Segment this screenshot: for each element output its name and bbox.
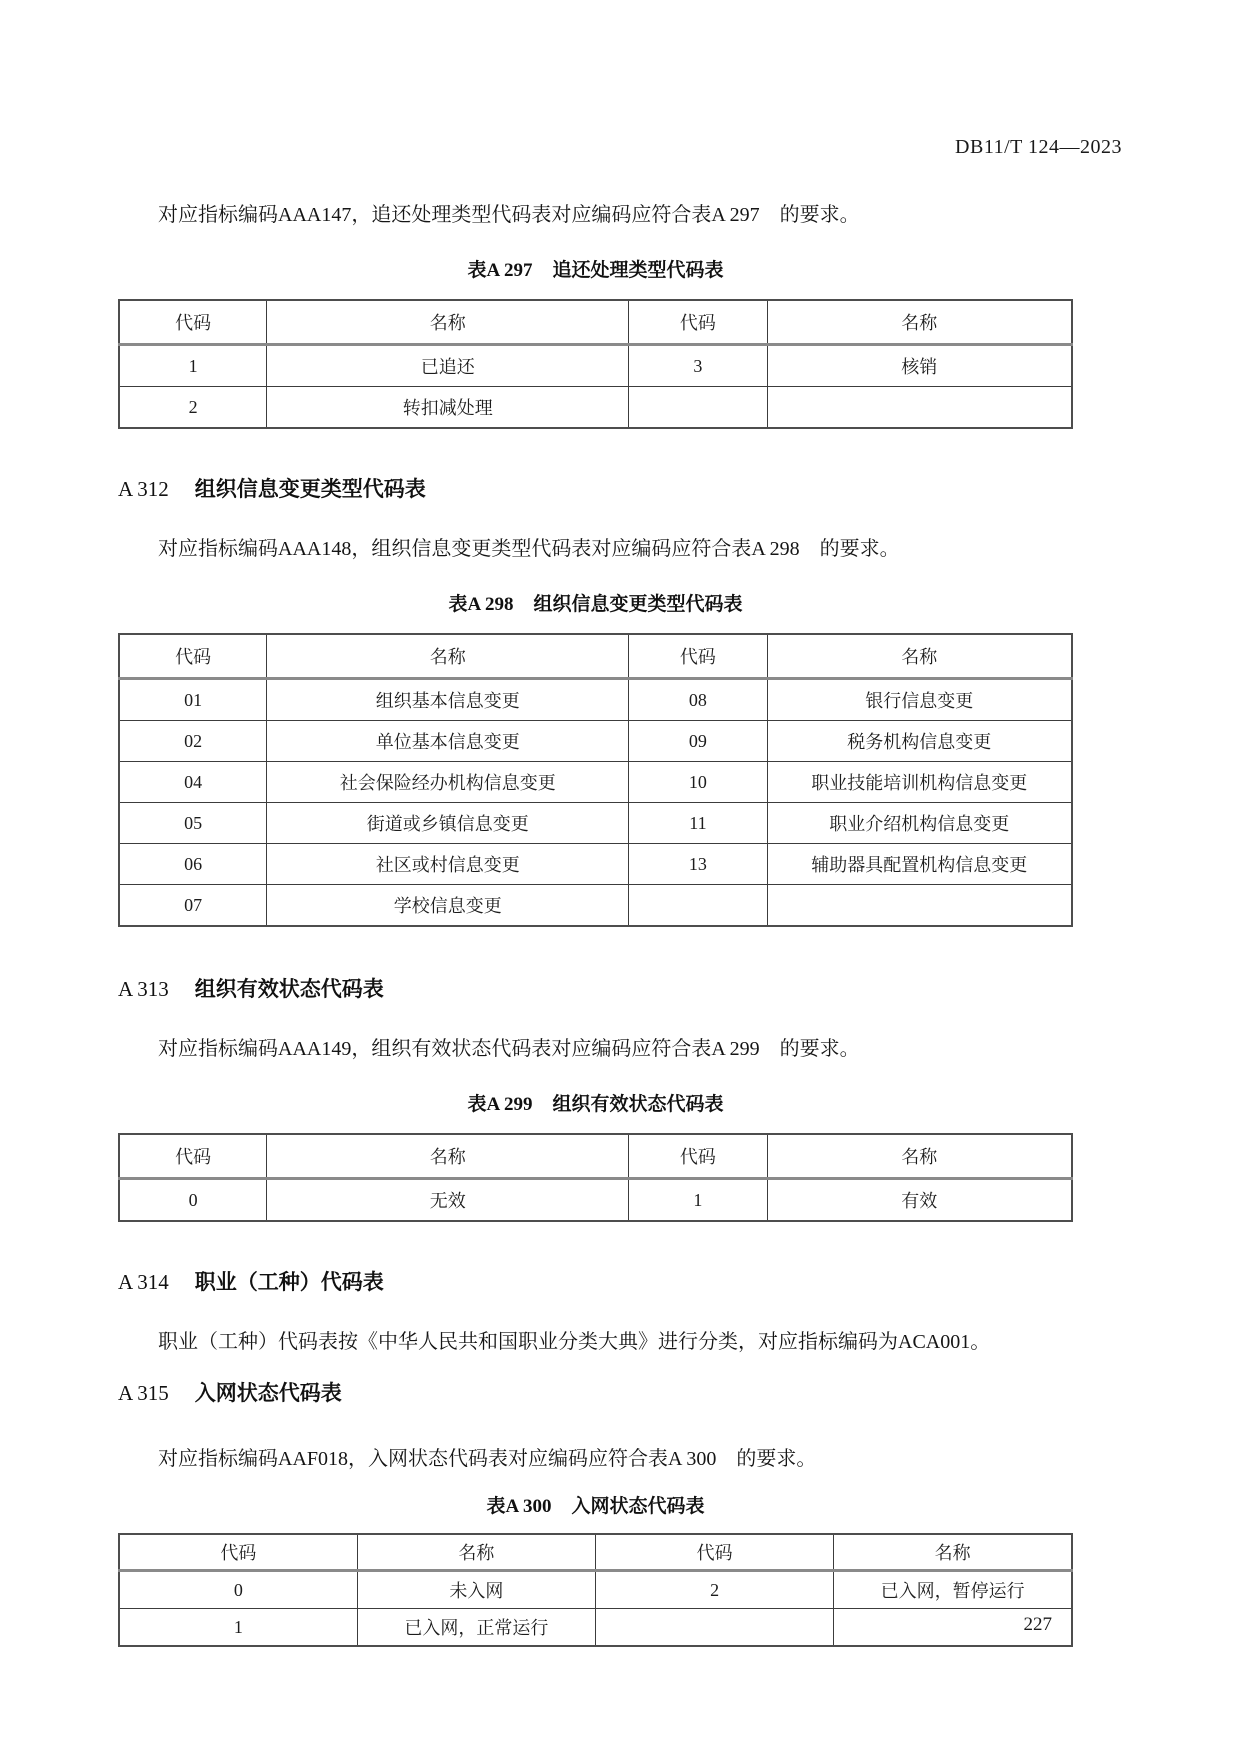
table-row [119,387,1072,429]
col-header-name: 名称 [267,634,629,679]
cell-code: 3 [629,345,767,387]
section-number: A 313 [118,977,169,1001]
section-title: 入网状态代码表 [194,1382,342,1405]
table-row [119,844,1072,885]
cell-name: 职业技能培训机构信息变更 [767,762,1072,803]
cell-code: 08 [629,679,767,721]
table-label: 表A 298 [448,594,514,615]
cell-code: 0 [119,1571,357,1609]
col-header-code: 代码 [119,1134,267,1179]
code-table-a297 [118,299,1073,429]
intro-paragraph-a297: 对应指标编码AAA147，追还处理类型代码表对应编码应符合表A 297 的要求。 [158,204,860,226]
cell-code: 01 [119,679,267,721]
cell-code: 1 [629,1179,767,1222]
intro-paragraph-a312: 对应指标编码AAA148，组织信息变更类型代码表对应编码应符合表A 298 的要求。 [158,538,900,560]
cell-code: 0 [119,1179,267,1222]
cell-name: 转扣减处理 [267,387,629,429]
col-header-name: 名称 [767,300,1072,345]
cell-name: 职业介绍机构信息变更 [767,803,1072,844]
table-title-a300 [118,1494,1073,1519]
cell-code [629,387,767,429]
cell-code [629,885,767,927]
cell-name: 社区或村信息变更 [267,844,629,885]
cell-code: 04 [119,762,267,803]
col-header-code: 代码 [119,300,267,345]
section-title: 组织信息变更类型代码表 [194,478,426,501]
cell-code: 2 [119,387,267,429]
cell-name: 核销 [767,345,1072,387]
cell-code [596,1609,834,1647]
section-heading-a315 [118,1379,1073,1408]
cell-name: 组织基本信息变更 [267,679,629,721]
cell-name: 社会保险经办机构信息变更 [267,762,629,803]
cell-name: 单位基本信息变更 [267,721,629,762]
cell-code: 1 [119,345,267,387]
cell-code: 10 [629,762,767,803]
cell-name: 银行信息变更 [767,679,1072,721]
cell-name: 已入网，暂停运行 [834,1571,1072,1609]
col-header-name: 名称 [267,300,629,345]
cell-code: 09 [629,721,767,762]
table-row [119,803,1072,844]
col-header-name: 名称 [267,1134,629,1179]
cell-name: 街道或乡镇信息变更 [267,803,629,844]
col-header-name: 名称 [767,1134,1072,1179]
table-header-row [119,634,1072,679]
cell-code: 2 [596,1571,834,1609]
cell-name: 学校信息变更 [267,885,629,927]
cell-name: 税务机构信息变更 [767,721,1072,762]
table-label: 表A 299 [467,1094,533,1115]
document-content [118,0,1073,1647]
page-number: 227 [1023,1614,1052,1635]
document-header: DB11/T 124—2023 [955,136,1122,158]
table-name: 组织有效状态代码表 [552,1094,724,1115]
cell-name: 未入网 [357,1571,595,1609]
col-header-code: 代码 [119,1534,357,1571]
cell-name: 无效 [267,1179,629,1222]
table-title-a297 [118,258,1073,283]
table-row [119,762,1072,803]
table-label: 表A 297 [467,260,533,281]
cell-code: 11 [629,803,767,844]
col-header-name: 名称 [357,1534,595,1571]
cell-code: 13 [629,844,767,885]
cell-code: 06 [119,844,267,885]
cell-name [767,885,1072,927]
table-row [119,1609,1072,1647]
table-row [119,679,1072,721]
code-table-a298 [118,633,1073,927]
cell-code: 02 [119,721,267,762]
section-number: A 315 [118,1381,169,1405]
cell-code: 05 [119,803,267,844]
table-title-a299 [118,1092,1073,1117]
cell-name: 有效 [767,1179,1072,1222]
cell-name [767,387,1072,429]
table-row [119,885,1072,927]
intro-paragraph-a315: 对应指标编码AAF018，入网状态代码表对应编码应符合表A 300 的要求。 [158,1448,817,1470]
col-header-name: 名称 [767,634,1072,679]
col-header-code: 代码 [629,300,767,345]
cell-code: 1 [119,1609,357,1647]
table-title-a298 [118,592,1073,617]
table-header-row [119,1534,1072,1571]
table-name: 入网状态代码表 [571,1496,705,1517]
table-name: 追还处理类型代码表 [552,260,724,281]
col-header-code: 代码 [119,634,267,679]
table-label: 表A 300 [486,1496,552,1517]
cell-name: 已入网，正常运行 [357,1609,595,1647]
section-title: 组织有效状态代码表 [194,978,384,1001]
col-header-code: 代码 [596,1534,834,1571]
section-number: A 314 [118,1270,169,1294]
cell-name: 辅助器具配置机构信息变更 [767,844,1072,885]
table-row [119,1571,1072,1609]
intro-paragraph-a313: 对应指标编码AAA149，组织有效状态代码表对应编码应符合表A 299 的要求。 [158,1038,860,1060]
col-header-code: 代码 [629,634,767,679]
intro-paragraph-a314: 职业（工种）代码表按《中华人民共和国职业分类大典》进行分类，对应指标编码为ACA001。 [158,1331,991,1353]
section-heading-a314 [118,1268,1073,1297]
code-table-a299 [118,1133,1073,1222]
cell-name: 已追还 [267,345,629,387]
table-row [119,721,1072,762]
table-header-row [119,1134,1072,1179]
section-heading-a312 [118,475,1073,504]
section-number: A 312 [118,477,169,501]
section-heading-a313 [118,975,1073,1004]
table-row [119,1179,1072,1222]
table-name: 组织信息变更类型代码表 [533,594,743,615]
section-title: 职业（工种）代码表 [194,1271,384,1294]
table-header-row [119,300,1072,345]
col-header-name: 名称 [834,1534,1072,1571]
cell-code: 07 [119,885,267,927]
code-table-a300 [118,1533,1073,1647]
col-header-code: 代码 [629,1134,767,1179]
table-row [119,345,1072,387]
